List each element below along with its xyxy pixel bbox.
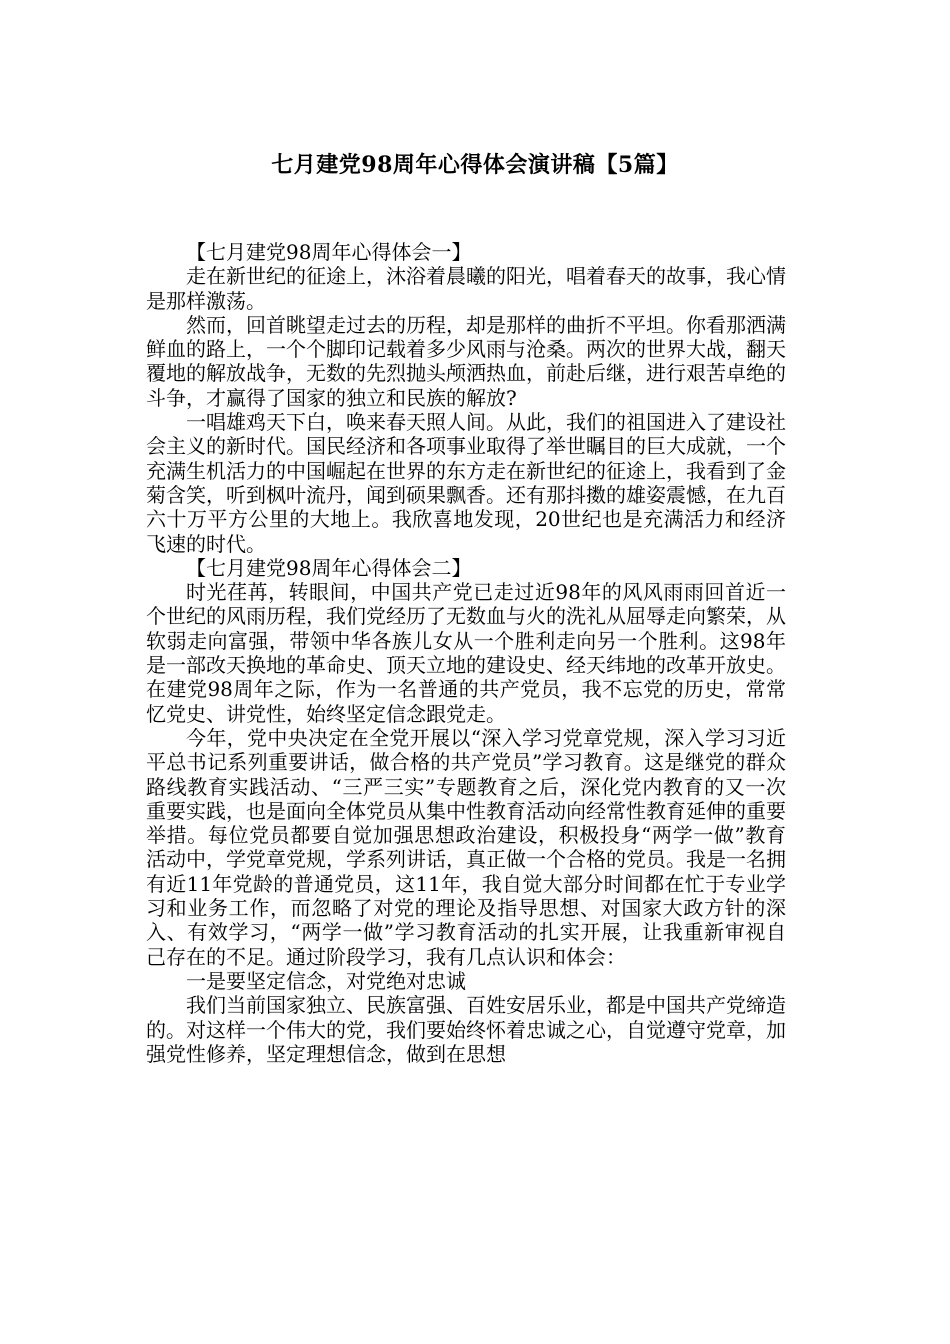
paragraph: 一唱雄鸡天下白，唤来春天照人间。从此，我们的祖国进入了建设社会主义的新时代。国民经济和各项事业取得了举世瞩目的巨大成就，一个充满生机活力的中国崛起在世界的东方走在新世纪的征途上，我看到了金菊含笑，听到枫叶流丹，闻到硕果飘香。还有那抖擞的雄姿震憾，在九百六十万平方公里的大地上。我欣喜地发现，20世纪也是充满活力和经济飞速的时代。: [146, 410, 786, 556]
paragraph: 我们当前国家独立、民族富强、百姓安居乐业，都是中国共产党缔造的。对这样一个伟大的党，我们要始终怀着忠诚之心，自觉遵守党章，加强党性修养，坚定理想信念，做到在思想: [146, 993, 786, 1066]
paragraph: 一是要坚定信念，对党绝对忠诚: [186, 968, 466, 993]
section-heading-1: 【七月建党98周年心得体会一】: [186, 240, 472, 264]
document-body: [146, 240, 786, 1066]
document-title: 七月建党98周年心得体会演讲稿【5篇】: [271, 152, 679, 178]
paragraph: 今年，党中央决定在全党开展以“深入学习党章党规，深入学习习近平总书记系列重要讲话，做合格的共产党员”学习教育。这是继党的群众路线教育实践活动、“三严三实”专题教育之后，深化党内教育的又一次重要实践，也是面向全体党员从集中性教育活动向经常性教育延伸的重要举措。每位党员都要自觉加强思想政治建设，积极投身“两学一做”教育活动中，学党章党规，学系列讲话，真正做一个合格的党员。我是一名拥有近11年党龄的普通党员，这11年，我自觉大部分时间都在忙于专业学习和业务工作，而忽略了对党的理论及指导思想、对国家大政方针的深入、有效学习，“两学一做”学习教育活动的扎实开展，让我重新审视自己存在的不足。通过阶段学习，我有几点认识和体会：: [146, 725, 786, 969]
paragraph: 然而，回首眺望走过去的历程，却是那样的曲折不平坦。你看那洒满鲜血的路上，一个个脚印记载着多少风雨与沧桑。两次的世界大战，翻天覆地的解放战争，无数的先烈抛头颅洒热血，前赴后继，进行艰苦卓绝的斗争，才赢得了国家的独立和民族的解放?: [146, 312, 786, 410]
section-heading-2: 【七月建党98周年心得体会二】: [186, 555, 472, 580]
paragraph: 时光荏苒，转眼间，中国共产党已走过近98年的风风雨雨回首近一个世纪的风雨历程，我们党经历了无数血与火的洗礼从屈辱走向繁荣，从软弱走向富强，带领中华各族儿女从一个胜利走向另一个胜利。这98年是一部改天换地的革命史、顶天立地的建设史、经天纬地的改革开放史。在建党98周年之际，作为一名普通的共产党员，我不忘党的历史，常常忆党史、讲党性，始终坚定信念跟党走。: [146, 580, 786, 726]
paragraph: 走在新世纪的征途上，沐浴着晨曦的阳光，唱着春天的故事，我心情是那样激荡。: [146, 264, 786, 313]
